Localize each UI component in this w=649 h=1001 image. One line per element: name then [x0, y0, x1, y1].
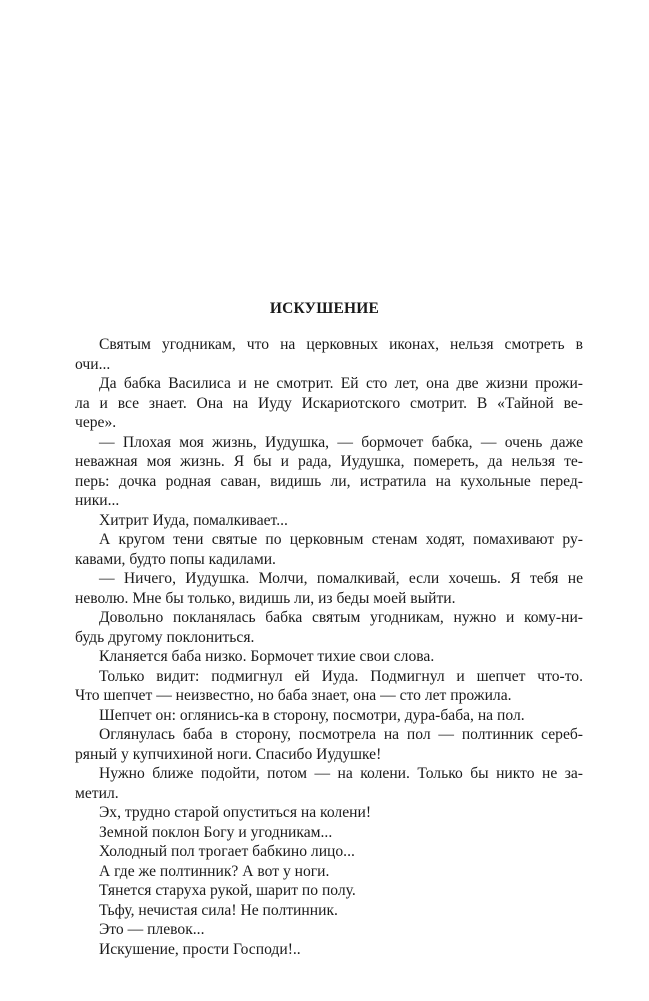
text-line: А кругом тени святые по церковным стенам ходят, помахивают ру- — [99, 531, 583, 548]
text-line: — Плохая моя жизнь, Иудушка, — бормочет бабка, — очень даже — [99, 433, 583, 451]
text-line: Это — плевок... — [99, 921, 205, 938]
text-line: Земной поклон Богу и угодникам... — [99, 823, 333, 841]
text-line: Тьфу, нечистая сила! Не полтинник. — [99, 901, 338, 919]
text-line: Кланяется баба низко. Бормочет тихие свои слова. — [99, 648, 435, 665]
text-line: очи... — [75, 355, 111, 373]
text-line: Да бабка Василиса и не смотрит. Ей сто лет, она две жизни прожи- — [99, 375, 583, 392]
text-line: Хитрит Иуда, помалкивает... — [99, 511, 288, 529]
chapter-title: ИСКУШЕНИЕ — [269, 300, 380, 317]
text-line: неважная моя жизнь. Я бы и рада, Иудушка, помереть, да нельзя те- — [75, 453, 583, 470]
text-line: Нужно ближе подойти, потом — на колени. Только бы никто не за- — [99, 765, 583, 782]
text-line: перь: дочка родная саван, видишь ли, истратила на кухольные перед- — [75, 472, 583, 490]
text-line: Эх, трудно старой опуститься на колени! — [99, 804, 372, 821]
text-line: А где же полтинник? А вот у ноги. — [99, 862, 330, 880]
text-line: Оглянулась баба в сторону, посмотрела на пол — полтинник сереб- — [99, 726, 583, 743]
text-line: Тянется старуха рукой, шарит по полу. — [99, 882, 356, 899]
text-line: ла и все знает. Она на Иуду Искариотского смотрит. В «Тайной ве- — [75, 394, 583, 412]
text-line: чере». — [75, 414, 117, 431]
text-line: Что шепчет — неизвестно, но баба знает, она — сто лет прожила. — [75, 687, 512, 704]
text-line: будь другому поклониться. — [75, 628, 255, 646]
text-line: Искушение, прости Господи!.. — [99, 940, 301, 958]
text-line: ряный у купчихиной ноги. Спасибо Иудушке! — [75, 745, 382, 763]
text-line: кавами, будто попы кадилами. — [75, 550, 276, 568]
text-line: Только видит: подмигнул ей Иуда. Подмигнул и шепчет что-то. — [99, 667, 583, 685]
text-line: Довольно покланялась бабка святым угодникам, нужно и кому-ни- — [99, 609, 583, 626]
chapter-text — [75, 335, 583, 959]
text-line: Святым угодникам, что на церковных иконах, нельзя смотреть в — [99, 336, 583, 353]
text-line: неволю. Мне бы только, видишь ли, из беды моей выйти. — [75, 589, 456, 607]
text-line: метил. — [75, 784, 119, 802]
text-line: Холодный пол трогает бабкино лицо... — [99, 843, 355, 860]
text-line: Шепчет он: оглянись-ка в сторону, посмотри, дура-баба, на пол. — [99, 706, 525, 724]
text-line: ники... — [75, 492, 120, 509]
text-line: — Ничего, Иудушка. Молчи, помалкивай, если хочешь. Я тебя не — [99, 570, 583, 587]
